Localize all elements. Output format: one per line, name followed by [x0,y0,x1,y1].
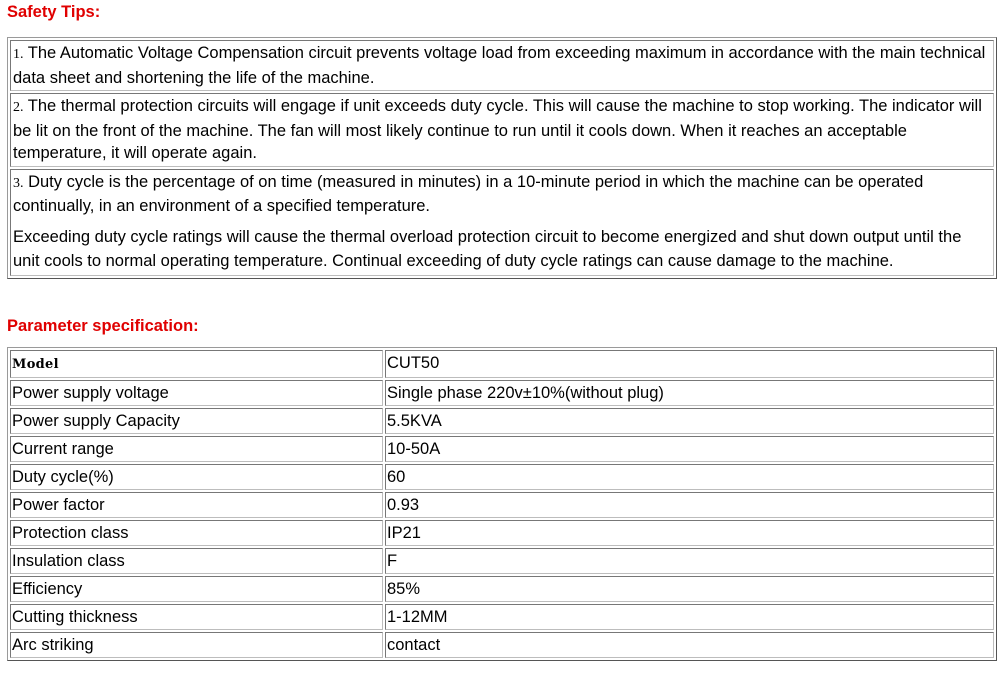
spec-label: Power supply Capacity [10,408,383,434]
spec-value: 1-12MM [385,604,994,630]
spec-label: Duty cycle(%) [10,464,383,490]
spec-value: 60 [385,464,994,490]
tip-row [10,169,994,276]
spec-row [10,464,994,490]
tip-text: Duty cycle is the percentage of on time (measured in minutes) in a 10-minute period in which the machine can be operated continually, in an environment of a specified temperature. [13,172,924,215]
tip-cell [10,93,994,167]
tip-paragraph [13,171,991,218]
tip-row [10,93,994,167]
tip-cell [10,40,994,91]
spec-row [10,380,994,406]
spec-row [10,492,994,518]
spec-value: 10-50A [385,436,994,462]
spec-value: IP21 [385,520,994,546]
spec-label: Power factor [10,492,383,518]
spec-row [10,408,994,434]
spec-label: Protection class [10,520,383,546]
spec-row [10,548,994,574]
safety-tips-table [7,37,997,279]
spec-row [10,604,994,630]
tip-row [10,40,994,91]
spec-value: contact [385,632,994,658]
parameter-spec-table [7,347,997,661]
spec-value: 5.5KVA [385,408,994,434]
spec-label: Power supply voltage [10,380,383,406]
spec-label [10,350,383,378]
tip-text: The Automatic Voltage Compensation circuit prevents voltage load from exceeding maximum in accordance with the main technical data sheet and shortening the life of the machine. [13,44,986,87]
spec-label: Current range [10,436,383,462]
safety-tips-heading: Safety Tips: [7,3,101,21]
spec-row [10,350,994,378]
spec-label: Arc striking [10,632,383,658]
spec-value: F [385,548,994,574]
tip-number: 2. [13,100,24,115]
spec-label: Efficiency [10,576,383,602]
tip-cell [10,169,994,276]
spec-row [10,576,994,602]
spec-row [10,436,994,462]
tip-text: The thermal protection circuits will engage if unit exceeds duty cycle. This will cause the machine to stop working. The indicator will be lit on the front of the machine. The fan will most likely continue to run until it cools down. When it reaches an acceptable temperature, it will operate again. [13,97,982,162]
parameter-spec-heading: Parameter specification: [7,317,199,335]
spec-label: Cutting thickness [10,604,383,630]
tip-number: 1. [13,47,24,62]
spec-row [10,632,994,658]
spec-value: 0.93 [385,492,994,518]
spec-value: Single phase 220v±10%(without plug) [385,380,994,406]
spec-value: 85% [385,576,994,602]
tip-paragraph: Exceeding duty cycle ratings will cause the thermal overload protection circuit to become energized and shut down output until the unit cools to normal operating temperature. Continual exceeding of duty cycle ratings can cause damage to the machine. [13,227,962,270]
tip-number: 3. [13,175,24,191]
spec-label: Insulation class [10,548,383,574]
spec-value: CUT50 [385,350,994,378]
spec-row [10,520,994,546]
model-label: Model [12,357,59,372]
